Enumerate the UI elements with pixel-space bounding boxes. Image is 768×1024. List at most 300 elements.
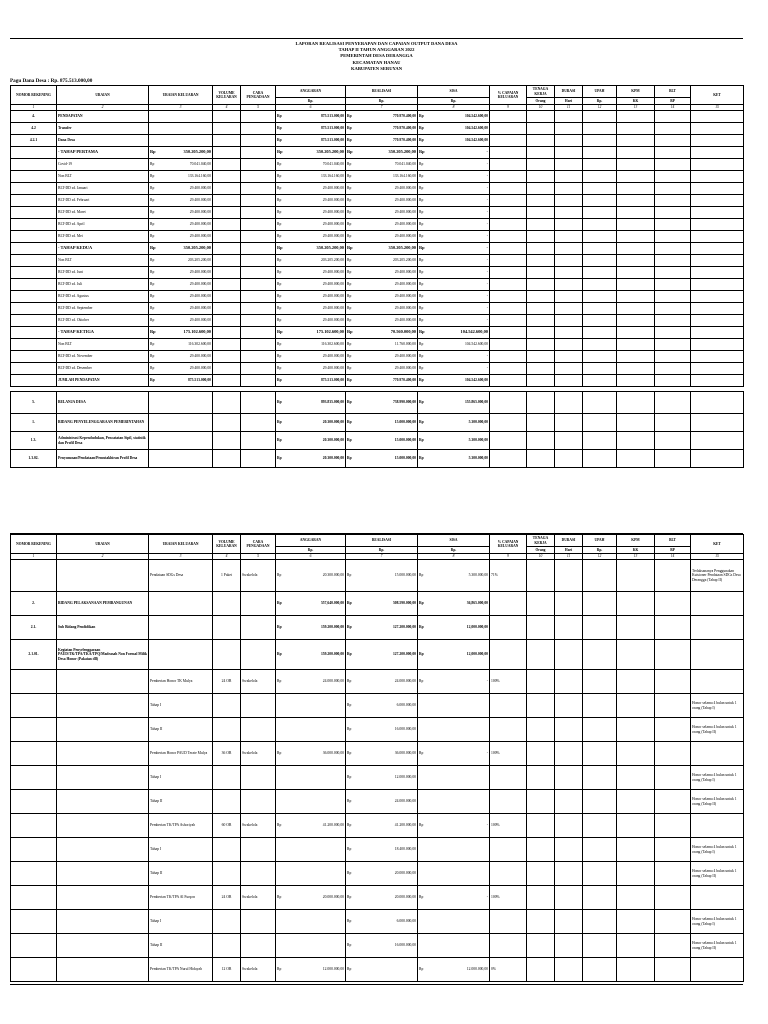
amount: 20.300.000,00 [322, 438, 344, 443]
money-cell [418, 694, 490, 718]
account-number [11, 339, 57, 351]
uraian-keluaran [149, 375, 213, 387]
empty-cell [527, 159, 555, 171]
amount: 29.400.000,00 [322, 294, 344, 299]
empty-cell [617, 742, 655, 766]
table-row [11, 291, 744, 303]
cara-pengadaan [241, 363, 276, 375]
capaian: 71% [490, 560, 527, 592]
column-number: 10 [527, 554, 555, 560]
currency-label: Rp [277, 210, 282, 215]
empty-cell [617, 560, 655, 592]
money-cell [418, 718, 490, 742]
empty-cell [555, 111, 583, 123]
keterangan [691, 123, 744, 135]
empty-cell [617, 640, 655, 670]
uraian: Administrasi Kependudukan, Pencatatan Sipil, statistik dan Profil Desa [57, 432, 149, 450]
money-cell [346, 135, 418, 147]
keterangan [691, 392, 744, 414]
empty-cell [617, 814, 655, 838]
currency-label: Rp [277, 258, 282, 263]
cara-pengadaan: Swakelola [241, 742, 276, 766]
amount: 20.000.000,00 [322, 895, 344, 900]
table-row [11, 560, 744, 592]
money-cell [346, 159, 418, 171]
keterangan: Terlaksananya Penggunakan Kuisioner Pendataan SDGs Desa Derangga (Tahap II) [691, 560, 744, 592]
volume [213, 640, 241, 670]
empty-cell [617, 414, 655, 432]
volume: 36 OB [213, 742, 241, 766]
column-header: KET [691, 535, 744, 554]
money-cell [418, 910, 490, 934]
empty-cell [655, 375, 691, 387]
uraian [57, 766, 149, 790]
uraian [57, 814, 149, 838]
uraian-keluaran [149, 183, 213, 195]
money-cell [418, 303, 490, 315]
money-cell [418, 255, 490, 267]
account-number [11, 670, 57, 694]
column-subheader: Rp. [276, 547, 346, 554]
empty-cell [617, 432, 655, 450]
currency-label: Rp [347, 823, 352, 828]
money-cell [346, 616, 418, 640]
money-cell [418, 339, 490, 351]
money-cell [276, 450, 346, 468]
capaian [490, 363, 527, 375]
column-header: URAIAN KELUARAN [149, 535, 213, 554]
uraian-keluaran [149, 243, 213, 255]
amount: 12,000.000,00 [466, 652, 488, 657]
money-cell [346, 219, 418, 231]
amount: 29.400.000,00 [322, 366, 344, 371]
cara-pengadaan [241, 392, 276, 414]
empty-cell [583, 339, 617, 351]
empty-cell [527, 255, 555, 267]
amount: - [486, 318, 488, 323]
money-cell [276, 255, 346, 267]
money-cell [418, 766, 490, 790]
money-cell [276, 670, 346, 694]
keterangan [691, 243, 744, 255]
volume [213, 123, 241, 135]
column-header: CARA PENGADAAN [241, 535, 276, 554]
capaian [490, 414, 527, 432]
empty-cell [655, 159, 691, 171]
currency-label: Rp [419, 354, 424, 359]
currency-label: Rp [150, 270, 155, 275]
empty-cell [555, 231, 583, 243]
keterangan: Honor selama 4 bulan untuk 1 orang (Tahap II) [691, 718, 744, 742]
currency-label: Rp [419, 294, 424, 299]
empty-cell [555, 279, 583, 291]
volume [213, 279, 241, 291]
empty-cell [617, 291, 655, 303]
currency-label: Rp [419, 751, 424, 756]
uraian-keluaran [149, 450, 213, 468]
uraian: BLT-DD sd. Agustus [57, 291, 149, 303]
money-cell [418, 616, 490, 640]
amount: 15.000.000,00 [394, 456, 416, 461]
money-cell [276, 910, 346, 934]
currency-label: Rp [347, 943, 352, 948]
account-number [11, 147, 57, 159]
volume [213, 862, 241, 886]
uraian-keluaran: Tahap I [149, 694, 213, 718]
column-header: KET [691, 86, 744, 105]
keterangan [691, 592, 744, 616]
amount: 104.542.600,00 [464, 138, 488, 143]
currency-label: Rp [347, 652, 352, 657]
capaian: 100% [490, 886, 527, 910]
currency-label: Rp [150, 378, 155, 383]
empty-cell [555, 207, 583, 219]
column-number: 12 [583, 105, 617, 111]
empty-cell [527, 718, 555, 742]
empty-cell [555, 171, 583, 183]
account-number [11, 838, 57, 862]
cara-pengadaan [241, 279, 276, 291]
amount: 770.970.400,00 [392, 138, 416, 143]
capaian [490, 432, 527, 450]
currency-label: Rp [419, 138, 424, 143]
cara-pengadaan [241, 315, 276, 327]
account-number [11, 790, 57, 814]
empty-cell [617, 231, 655, 243]
volume: 24 OB [213, 886, 241, 910]
volume [213, 315, 241, 327]
amount: 508.590.000,00 [392, 601, 416, 606]
uraian-keluaran [149, 207, 213, 219]
money-cell [276, 171, 346, 183]
empty-cell [617, 375, 655, 387]
volume [213, 838, 241, 862]
money-cell [346, 670, 418, 694]
amount: 350.205.200,00 [388, 149, 416, 155]
empty-cell [617, 279, 655, 291]
empty-cell [617, 838, 655, 862]
empty-cell [655, 862, 691, 886]
money-cell [346, 123, 418, 135]
uraian-keluaran [149, 147, 213, 159]
money-cell [346, 742, 418, 766]
money-cell [276, 315, 346, 327]
empty-cell [527, 886, 555, 910]
empty-cell [617, 958, 655, 982]
amount: - [486, 823, 488, 828]
cara-pengadaan [241, 432, 276, 450]
money-cell [346, 351, 418, 363]
empty-cell [527, 934, 555, 958]
money-cell [346, 766, 418, 790]
cara-pengadaan [241, 303, 276, 315]
currency-label: Rp [419, 126, 424, 131]
column-number: 12 [583, 554, 617, 560]
empty-cell [617, 147, 655, 159]
money-cell [418, 958, 490, 982]
amount: 104.542.600,00 [460, 329, 488, 335]
column-header: NOMOR REKENING [11, 535, 57, 554]
cara-pengadaan [241, 243, 276, 255]
capaian [490, 838, 527, 862]
amount: 203.205.200,00 [392, 258, 416, 263]
amount: 29.400.000,00 [394, 294, 416, 299]
currency-label: Rp [347, 318, 352, 323]
uraian: PENDAPATAN [57, 111, 149, 123]
realisasi-table-2 [10, 534, 744, 982]
amount: 29.400.000,00 [322, 234, 344, 239]
uraian: BLT-DD sd. Oktober [57, 315, 149, 327]
money-cell [418, 742, 490, 766]
empty-cell [583, 159, 617, 171]
money-cell [346, 303, 418, 315]
currency-label: Rp [150, 162, 155, 167]
currency-label: Rp [277, 162, 282, 167]
currency-label: Rp [347, 149, 353, 155]
currency-label: Rp [347, 420, 352, 425]
empty-cell [527, 958, 555, 982]
account-number [11, 363, 57, 375]
amount: 29.400.000,00 [394, 354, 416, 359]
amount: 29.400.000,00 [394, 306, 416, 311]
money-cell [346, 862, 418, 886]
capaian [490, 255, 527, 267]
capaian [490, 171, 527, 183]
money-cell [276, 742, 346, 766]
column-number: 4 [213, 554, 241, 560]
currency-label: Rp [347, 366, 352, 371]
amount: - [486, 222, 488, 227]
empty-cell [555, 910, 583, 934]
capaian [490, 718, 527, 742]
amount: 29.400.000,00 [394, 198, 416, 203]
uraian: BELANJA DESA [57, 392, 149, 414]
cara-pengadaan [241, 231, 276, 243]
capaian [490, 111, 527, 123]
account-number: 1.3. [11, 432, 57, 450]
money-cell [418, 219, 490, 231]
column-header: SISA [418, 86, 490, 98]
money-cell [276, 414, 346, 432]
amount: 203.205.200,00 [320, 258, 344, 263]
uraian-keluaran: Tahap I [149, 910, 213, 934]
amount: 29.400.000,00 [322, 282, 344, 287]
account-number [11, 814, 57, 838]
empty-cell [583, 886, 617, 910]
cara-pengadaan [241, 450, 276, 468]
empty-cell [527, 183, 555, 195]
keterangan [691, 267, 744, 279]
empty-cell [617, 243, 655, 255]
money-cell [418, 135, 490, 147]
empty-cell [655, 303, 691, 315]
amount: 20.300.000,00 [322, 456, 344, 461]
currency-label: Rp [347, 456, 352, 461]
keterangan [691, 279, 744, 291]
currency-label: Rp [419, 245, 425, 251]
account-number: 2.1.01. [11, 640, 57, 670]
cara-pengadaan [241, 766, 276, 790]
empty-cell [655, 243, 691, 255]
empty-cell [617, 111, 655, 123]
amount: 875.513.000,00 [320, 126, 344, 131]
currency-label: Rp [277, 679, 282, 684]
keterangan [691, 135, 744, 147]
amount: 20.300.000,00 [322, 420, 344, 425]
money-cell [418, 195, 490, 207]
table-row [11, 147, 744, 159]
cara-pengadaan [241, 414, 276, 432]
column-subheader: Orang [527, 547, 555, 554]
money-cell [276, 392, 346, 414]
uraian-keluaran [149, 255, 213, 267]
column-subheader: Hari [555, 98, 583, 105]
account-number: 4. [11, 111, 57, 123]
empty-cell [555, 375, 583, 387]
amount: - [486, 174, 488, 179]
money-cell [346, 718, 418, 742]
volume [213, 195, 241, 207]
amount: 20.000.000,00 [394, 871, 416, 876]
volume [213, 171, 241, 183]
amount: 133.164.160,00 [392, 174, 416, 179]
empty-cell [617, 195, 655, 207]
money-cell [276, 432, 346, 450]
empty-cell [527, 339, 555, 351]
amount: 203.205.200,00 [187, 258, 211, 263]
column-number: 7 [346, 105, 418, 111]
currency-label: Rp [347, 703, 352, 708]
empty-cell [583, 862, 617, 886]
capaian [490, 934, 527, 958]
currency-label: Rp [347, 342, 352, 347]
table-row [11, 718, 744, 742]
currency-label: Rp [277, 222, 282, 227]
cara-pengadaan [241, 934, 276, 958]
volume [213, 219, 241, 231]
table-row [11, 339, 744, 351]
empty-cell [527, 279, 555, 291]
column-header: VOLUME KELUARAN [213, 86, 241, 105]
amount: 24.000.000,00 [394, 679, 416, 684]
empty-cell [583, 958, 617, 982]
currency-label: Rp [277, 245, 283, 251]
column-number: 13 [617, 554, 655, 560]
currency-label: Rp [419, 222, 424, 227]
empty-cell [583, 135, 617, 147]
column-number: 3 [149, 105, 213, 111]
empty-cell [655, 414, 691, 432]
currency-label: Rp [419, 198, 424, 203]
table-row [11, 315, 744, 327]
money-cell [418, 934, 490, 958]
money-cell [346, 790, 418, 814]
currency-label: Rp [277, 174, 282, 179]
empty-cell [583, 171, 617, 183]
empty-cell [617, 267, 655, 279]
empty-cell [527, 231, 555, 243]
empty-cell [655, 315, 691, 327]
keterangan [691, 351, 744, 363]
capaian [490, 790, 527, 814]
cara-pengadaan: Swakelola [241, 958, 276, 982]
empty-cell [527, 790, 555, 814]
capaian [490, 450, 527, 468]
empty-cell [527, 363, 555, 375]
volume [213, 450, 241, 468]
money-cell [276, 279, 346, 291]
amount: 116.302.600,00 [321, 342, 344, 347]
currency-label: Rp [347, 775, 352, 780]
currency-label: Rp [419, 366, 424, 371]
uraian-keluaran [149, 363, 213, 375]
empty-cell [617, 339, 655, 351]
empty-cell [655, 207, 691, 219]
account-number [11, 766, 57, 790]
column-number: 15 [691, 105, 744, 111]
money-cell [346, 432, 418, 450]
money-cell [346, 279, 418, 291]
amount: 24.000.000,00 [322, 679, 344, 684]
currency-label: Rp [277, 895, 282, 900]
currency-label: Rp [277, 149, 283, 155]
column-header: % CAPAIAN KELUARAN [490, 535, 527, 554]
empty-cell [655, 135, 691, 147]
empty-cell [655, 910, 691, 934]
currency-label: Rp [419, 114, 424, 119]
empty-cell [617, 303, 655, 315]
amount: - [486, 270, 488, 275]
currency-label: Rp [419, 420, 424, 425]
currency-label: Rp [277, 378, 282, 383]
keterangan: Honor selama 4 bulan untuk 1 orang (Tahap I) [691, 910, 744, 934]
money-cell [346, 207, 418, 219]
account-number [11, 315, 57, 327]
capaian [490, 123, 527, 135]
account-number [11, 694, 57, 718]
empty-cell [527, 375, 555, 387]
currency-label: Rp [419, 306, 424, 311]
uraian-keluaran [149, 315, 213, 327]
keterangan [691, 327, 744, 339]
money-cell [346, 910, 418, 934]
column-header: VOLUME KELUARAN [213, 535, 241, 554]
empty-cell [527, 207, 555, 219]
cara-pengadaan [241, 267, 276, 279]
empty-cell [527, 640, 555, 670]
account-number [11, 219, 57, 231]
table-row [11, 450, 744, 468]
empty-cell [583, 255, 617, 267]
uraian-keluaran [149, 351, 213, 363]
money-cell [418, 291, 490, 303]
money-cell [346, 694, 418, 718]
empty-cell [583, 363, 617, 375]
money-cell [276, 111, 346, 123]
report-title [10, 39, 743, 72]
uraian [57, 934, 149, 958]
empty-cell [655, 694, 691, 718]
empty-cell [583, 718, 617, 742]
amount: 6.000.000,00 [396, 703, 416, 708]
table-row [11, 207, 744, 219]
account-number [11, 742, 57, 766]
empty-cell [583, 147, 617, 159]
capaian [490, 159, 527, 171]
uraian: BLT-DD sd. Mei [57, 231, 149, 243]
cara-pengadaan [241, 147, 276, 159]
amount: 127.200.000,00 [392, 625, 416, 630]
